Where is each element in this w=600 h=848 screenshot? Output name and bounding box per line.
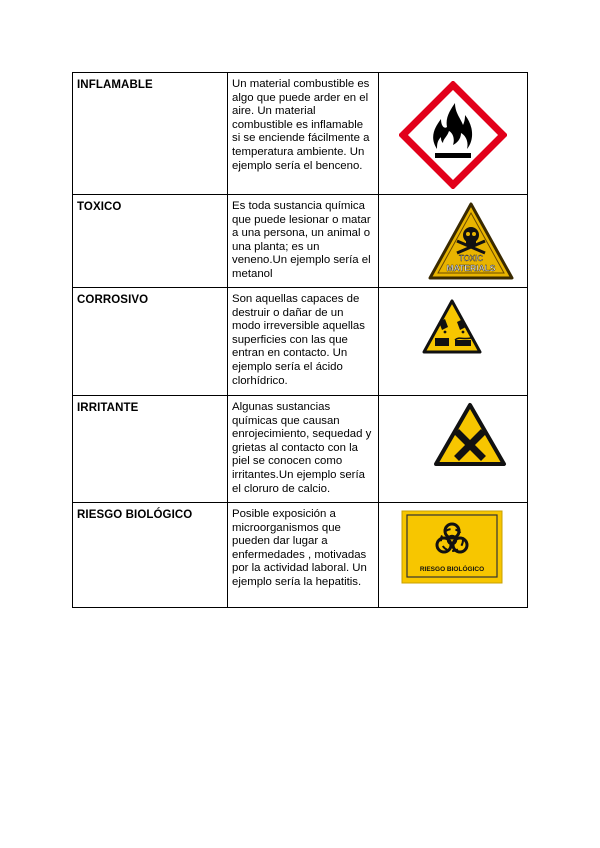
hazard-name: INFLAMABLE (77, 79, 153, 91)
hazard-description-cell (228, 396, 379, 503)
hazard-name: TOXICO (77, 201, 122, 213)
hazard-image-cell (379, 73, 528, 195)
hazard-image-cell (379, 195, 528, 288)
hazard-description-cell (228, 288, 379, 396)
hazard-description: Son aquellas capaces de destruir o dañar de un modo irreversible aquellas superficies con las que entran en contacto. Un ejemplo sería el ácido clorhídrico. (232, 293, 365, 387)
hazard-image-cell (379, 503, 528, 608)
table-row (73, 195, 528, 288)
toxic-sign-line1: TOXIC (458, 254, 484, 263)
table-row (73, 503, 528, 608)
hazard-name: RIESGO BIOLÓGICO (77, 509, 193, 521)
hazard-description-cell (228, 73, 379, 195)
hazard-image-cell (379, 396, 528, 503)
irritant-icon (433, 402, 507, 468)
biohazard-icon (401, 510, 503, 584)
table-row (73, 288, 528, 396)
hazard-name: IRRITANTE (77, 402, 139, 414)
biohazard-sign-label: RIESGO BIOLÓGICO (419, 566, 485, 573)
toxic-icon (427, 201, 515, 281)
hazard-name-cell (73, 396, 228, 503)
hazard-name-cell (73, 503, 228, 608)
table-row (73, 73, 528, 195)
hazard-description-cell (228, 195, 379, 288)
hazard-description: Es toda sustancia química que puede lesionar o matar a una persona, un animal o una planta; es un veneno.Un ejemplo sería el metanol (232, 200, 371, 280)
hazard-name: CORROSIVO (77, 294, 149, 306)
hazard-table (72, 72, 528, 608)
hazard-name-cell (73, 195, 228, 288)
hazard-description: Un material combustible es algo que puede arder en el aire. Un material combustible es inflamable si se enciende fácilmente a temperatura ambiente. Un ejemplo sería el benceno. (232, 78, 370, 172)
table-row (73, 396, 528, 503)
toxic-sign-line2: MATERIALS (446, 263, 496, 273)
hazard-description: Algunas sustancias químicas que causan enrojecimiento, sequedad y grietas al contacto con la piel se conocen como irritantes.Un ejemplo sería el cloruro de calcio. (232, 401, 372, 495)
hazard-image-cell (379, 288, 528, 396)
hazard-name-cell (73, 73, 228, 195)
hazard-description: Posible exposición a microorganismos que pueden dar lugar a enfermedades , motivadas por la actividad laboral. Un ejemplo sería la hepatitis. (232, 508, 367, 588)
hazard-description-cell (228, 503, 379, 608)
hazard-name-cell (73, 288, 228, 396)
corrosive-icon (421, 298, 483, 356)
flammable-icon (399, 81, 507, 189)
